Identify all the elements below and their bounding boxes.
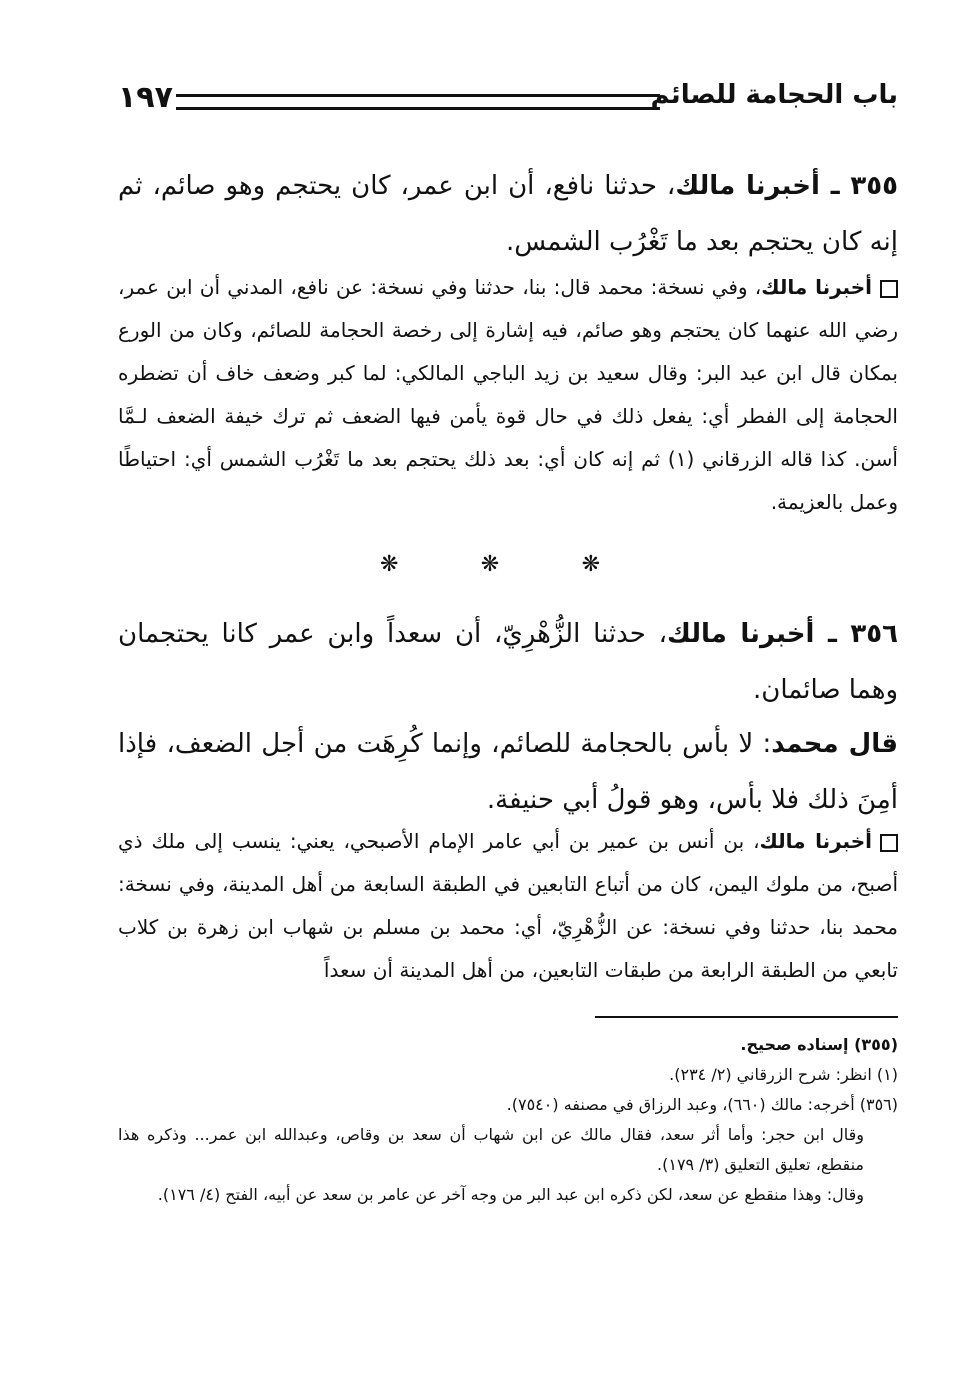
star-ornament-icon: ❋	[380, 552, 399, 577]
commentary-356-text: ، بن أنس بن عمير بن أبي عامر الإمام الأصبحي، يعني: ينسب إلى ملك ذي أصبح، من ملوك اليمن، كان من أتباع التابعين في الطبقة السابعة من أهل المدينة، وفي نسخة: محمد بنا، حدثنا وفي نسخة: عن الزُّهْرِيّ، أي: محمد بن مسلم بن شهاب ابن زهرة بن كلاب تابعي من الطبقة الرابعة من طبقات التابعين، من أهل المدينة أن سعداً	[118, 829, 898, 982]
star-ornament-icon: ❋	[581, 552, 600, 577]
hadith-356	[118, 606, 898, 718]
footnote-1: (١) انظر: شرح الزرقاني (٢/ ٢٣٤).	[669, 1065, 898, 1084]
hadith-356-lead: ٣٥٦ ـ أخبرنا مالك	[667, 619, 899, 649]
header-double-rule	[176, 94, 660, 110]
square-bullet-icon	[880, 834, 898, 852]
page-header	[118, 80, 898, 124]
qala-muhammad-lead: قال محمد	[771, 729, 899, 759]
hadith-355	[118, 158, 898, 270]
commentary-356	[118, 820, 898, 992]
footnote-355: (٣٥٥) إسناده صحيح.	[740, 1035, 898, 1054]
square-bullet-icon	[880, 280, 898, 298]
commentary-355	[118, 266, 898, 524]
commentary-355-lead: أخبرنا مالك	[761, 275, 872, 299]
commentary-356-lead: أخبرنا مالك	[759, 829, 872, 853]
qala-muhammad	[118, 716, 898, 828]
footnote-356: (٣٥٦) أخرجه: مالك (٦٦٠)، وعبد الرزاق في مصنفه (٧٥٤٠).	[506, 1095, 898, 1114]
footnote-356-ibn-hajar: وقال ابن حجر: وأما أثر سعد، فقال مالك عن ابن شهاب أن سعد بن وقاص، وعبدالله ابن عمر... وذكره هذا منقطع، تعليق التعليق (٣/ ١٧٩).	[118, 1125, 864, 1174]
section-separator	[380, 552, 600, 577]
hadith-355-text: ، حدثنا نافع، أن ابن عمر، كان يحتجم وهو صائم، ثم إنه كان يحتجم بعد ما تَغْرُب الشمس.	[118, 171, 898, 257]
qala-muhammad-text: : لا بأس بالحجامة للصائم، وإنما كُرِهَت من أجل الضعف، فإذا أمِنَ ذلك فلا بأس، وهو قولُ أبي حنيفة.	[118, 729, 898, 815]
hadith-355-lead: ٣٥٥ ـ أخبرنا مالك	[675, 171, 898, 201]
footnotes	[118, 1030, 898, 1210]
chapter-title: باب الحجامة للصائم	[650, 80, 898, 110]
footnote-rule	[595, 1016, 898, 1018]
commentary-355-text: ، وفي نسخة: محمد قال: بنا، حدثنا وفي نسخة: عن نافع، المدني أن ابن عمر، رضي الله عنهما كان يحتجم وهو صائم، فيه إشارة إلى رخصة الحجامة للصائم، وكان من الورع بمكان قال ابن عبد البر: وقال سعيد بن زيد الباجي المالكي: لما كبر وضعف خاف أن تضطره الحجامة إلى الفطر أي: يفعل ذلك في حال قوة يأمن فيها الضعف ثم ترك خيفة الضعف لـمَّا أسن. كذا قاله الزرقاني (١) ثم إنه كان أي: بعد ذلك يحتجم بعد ما تَغْرُب الشمس أي: احتياطًا وعمل بالعزيمة.	[118, 275, 898, 514]
page-number: ١٩٧	[118, 80, 173, 115]
star-ornament-icon: ❋	[480, 552, 500, 577]
footnote-356-fath: وقال: وهذا منقطع عن سعد، لكن ذكره ابن عبد البر من وجه آخر عن عامر بن سعد عن أبيه، الفتح (٤/ ١٧٦).	[157, 1185, 864, 1204]
hadith-356-text: ، حدثنا الزُّهْرِيّ، أن سعداً وابن عمر كانا يحتجمان وهما صائمان.	[118, 619, 898, 705]
